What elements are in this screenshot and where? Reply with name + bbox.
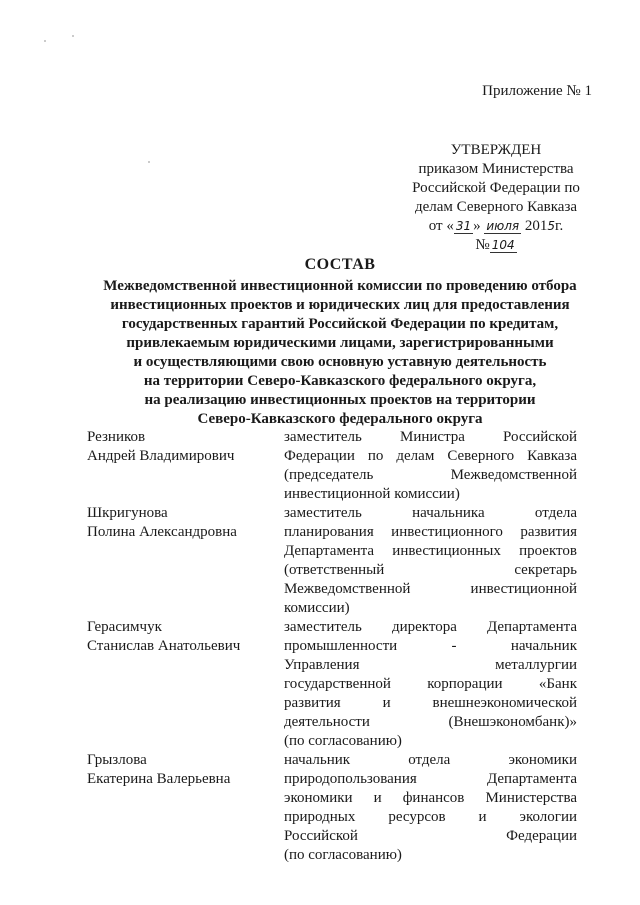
position-line: заместитель начальника отдела [284, 505, 577, 521]
member-position [284, 618, 577, 751]
approval-line: Российской Федерации по [412, 180, 580, 196]
member-given-names: Андрей Владимирович [87, 448, 235, 464]
approval-title: УТВЕРЖДЕН [450, 142, 542, 158]
member-name [87, 504, 284, 618]
position-line: планирования инвестиционного развития [284, 524, 577, 540]
number-prefix: № [475, 237, 490, 253]
document-heading [60, 255, 620, 429]
heading-line: и осуществляющими свою основную уставную деятельность [133, 354, 547, 370]
member-surname: Шкригунова [87, 505, 168, 521]
member-row [87, 428, 577, 504]
handwritten-number: 104 [491, 238, 515, 252]
position-line: Управления металлургии [284, 657, 577, 673]
member-given-names: Станислав Анатольевич [87, 638, 241, 654]
position-line: государственной корпорации «Банк [284, 676, 577, 692]
heading-line: государственных гарантий Российской Федерации по кредитам, [121, 316, 559, 332]
position-line: Федерации по делам Северного Кавказа [284, 448, 577, 464]
heading-line: инвестиционных проектов и юридических лиц для предоставления [110, 297, 570, 313]
date-prefix: от « [428, 218, 454, 234]
position-line: комиссии) [284, 600, 350, 616]
heading-title: СОСТАВ [304, 256, 376, 273]
approval-block [400, 141, 592, 255]
position-line: инвестиционной комиссии) [284, 486, 460, 502]
approval-line: приказом Министерства [418, 161, 574, 177]
approval-number [400, 236, 592, 255]
heading-line: привлекаемым юридическими лицами, зарегистрированными [126, 335, 554, 351]
position-line: промышленности - начальник [284, 638, 577, 654]
member-row [87, 751, 577, 865]
position-line: природопользования Департамента [284, 771, 577, 787]
position-line: Департамента инвестиционных проектов [284, 543, 577, 559]
member-given-names: Полина Александровна [87, 524, 237, 540]
handwritten-year-digit: 5 [547, 219, 556, 233]
position-line: (по согласованию) [284, 847, 402, 863]
position-line: (ответственный секретарь [284, 562, 577, 578]
position-line: Российской Федерации [284, 828, 577, 844]
year-end: г. [555, 218, 564, 234]
position-line: заместитель Министра Российской [284, 429, 577, 445]
approval-date [400, 217, 592, 236]
position-line: Межведомственной инвестиционной [284, 581, 577, 597]
member-surname: Герасимчук [87, 619, 162, 635]
approval-line: делам Северного Кавказа [414, 199, 578, 215]
members-list [87, 428, 577, 865]
member-name [87, 751, 284, 865]
heading-line: Межведомственной инвестиционной комиссии по проведению отбора [103, 278, 577, 294]
member-name [87, 428, 284, 504]
position-line: начальник отдела экономики [284, 752, 577, 768]
scan-speck [148, 161, 150, 163]
position-line: (по согласованию) [284, 733, 402, 749]
year-prefix: 201 [524, 218, 548, 234]
member-row [87, 618, 577, 751]
date-mid: » [473, 218, 481, 234]
position-line: экономики и финансов Министерства [284, 790, 577, 806]
member-position [284, 428, 577, 504]
position-line: (председатель Межведомственной [284, 467, 577, 483]
member-surname: Резников [87, 429, 146, 445]
member-given-names: Екатерина Валерьевна [87, 771, 231, 787]
position-line: заместитель директора Департамента [284, 619, 577, 635]
handwritten-day: 31 [455, 219, 472, 233]
position-line: деятельности (Внешэкономбанк)» [284, 714, 577, 730]
heading-line: Северо-Кавказского федерального округа [197, 411, 483, 427]
heading-line: на территории Северо-Кавказского федерального округа, [143, 373, 537, 389]
member-name [87, 618, 284, 751]
member-position [284, 751, 577, 865]
scan-speck [44, 40, 46, 42]
member-surname: Грызлова [87, 752, 147, 768]
position-line: природных ресурсов и экологии [284, 809, 577, 825]
position-line: развития и внешнеэкономической [284, 695, 577, 711]
member-position [284, 504, 577, 618]
handwritten-month: июля [486, 219, 520, 233]
appendix-label: Приложение № 1 [482, 83, 592, 99]
heading-line: на реализацию инвестиционных проектов на территории [144, 392, 536, 408]
scan-speck [72, 35, 74, 37]
member-row [87, 504, 577, 618]
